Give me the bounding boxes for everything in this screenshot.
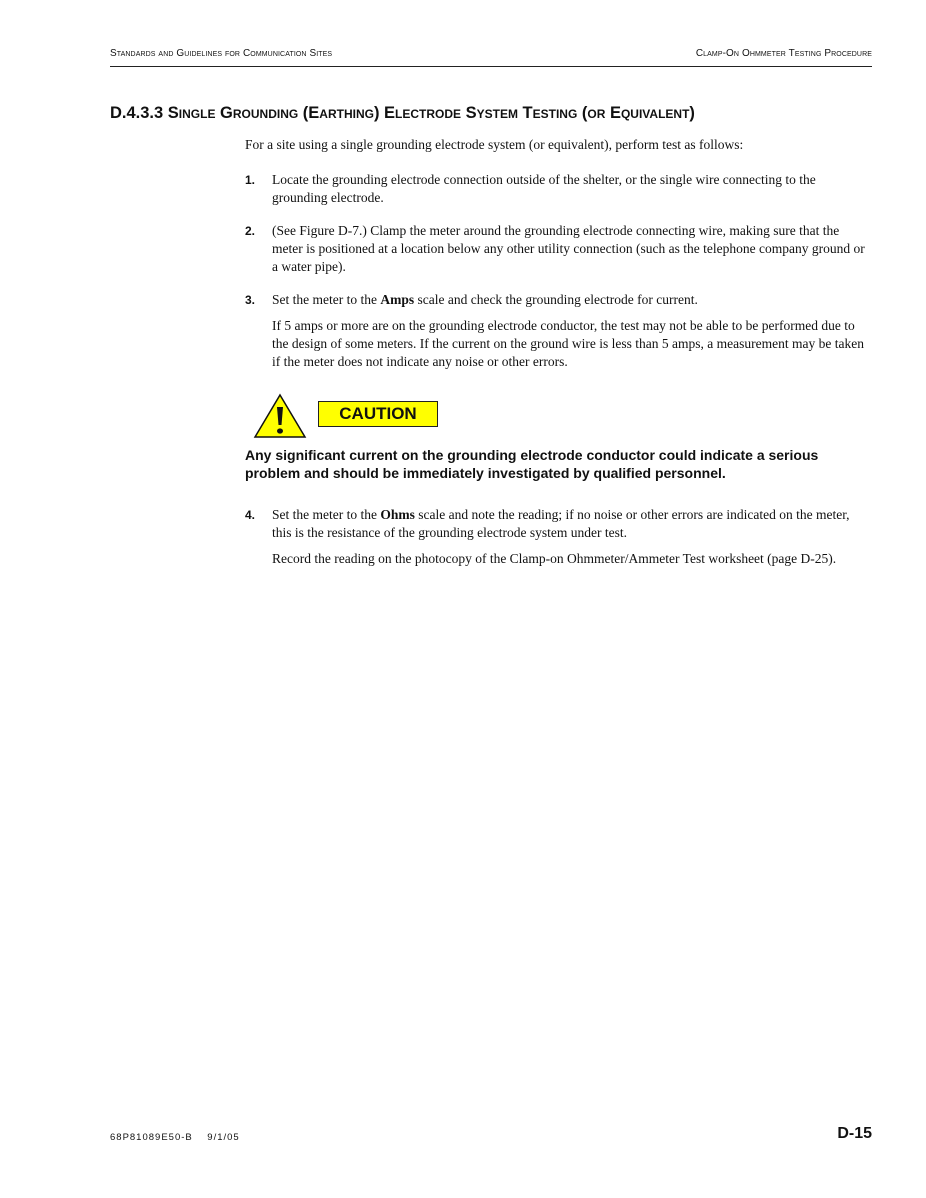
step-text-start: Set the meter to the bbox=[272, 292, 381, 307]
warning-triangle-icon bbox=[253, 393, 307, 439]
step-number: 4. bbox=[245, 508, 256, 522]
document-id-footer: 68P81089E50-B 9/1/05 bbox=[110, 1132, 240, 1143]
step-number: 3. bbox=[245, 293, 256, 307]
caution-banner bbox=[253, 393, 453, 439]
step-4 bbox=[245, 506, 870, 568]
step-text: Locate the grounding electrode connection outside of the shelter, or the single wire connecting to the grounding electrode. bbox=[272, 172, 816, 205]
step-2 bbox=[245, 222, 870, 276]
caution-message: Any significant current on the grounding electrode conductor could indicate a serious problem and should be immediately investigated by qualified personnel. bbox=[245, 447, 819, 481]
header-right-title: Clamp-On Ohmmeter Testing Procedure bbox=[695, 48, 872, 59]
section-heading: D.4.3.3 Single Grounding (Earthing) Electrode System Testing (or Equivalent) bbox=[110, 104, 695, 122]
step-text-end: scale and check the grounding electrode for current. bbox=[414, 292, 698, 307]
intro-paragraph: For a site using a single grounding electrode system (or equivalent), perform test as follows: bbox=[245, 137, 744, 152]
step-3 bbox=[245, 291, 870, 371]
amps-keyword: Amps bbox=[380, 292, 415, 307]
step-text bbox=[272, 291, 870, 309]
page-number: D-15 bbox=[837, 1125, 872, 1142]
body-text-continued bbox=[245, 506, 870, 583]
body-text bbox=[245, 136, 870, 386]
header-left-title: Standards and Guidelines for Communication Sites bbox=[110, 48, 333, 59]
step-text bbox=[272, 506, 870, 542]
ohms-keyword: Ohms bbox=[380, 507, 415, 522]
step-note: If 5 amps or more are on the grounding electrode conductor, the test may not be able to be performed due to the design of some meters. If the current on the ground wire is less than 5 amps, a measurement may be taken if the meter does not indicate any noise or other errors. bbox=[272, 318, 864, 369]
step-1 bbox=[245, 171, 870, 207]
step-number: 2. bbox=[245, 224, 256, 238]
caution-label: CAUTION bbox=[318, 401, 438, 427]
step-note: Record the reading on the photocopy of the Clamp-on Ohmmeter/Ammeter Test worksheet (page D-25). bbox=[272, 551, 837, 566]
running-header bbox=[110, 48, 872, 66]
step-text-start: Set the meter to the bbox=[272, 507, 381, 522]
step-number: 1. bbox=[245, 173, 256, 187]
step-text-end: scale and note the reading; if no noise or other errors are indicated on the meter, this is the resistance of the grounding electrode system under test. bbox=[272, 507, 850, 540]
step-text: (See Figure D-7.) Clamp the meter around the grounding electrode connecting wire, making sure that the meter is positioned at a location below any other utility connection (such as the telephone company ground or a water pipe). bbox=[272, 223, 865, 274]
header-divider bbox=[110, 66, 872, 67]
